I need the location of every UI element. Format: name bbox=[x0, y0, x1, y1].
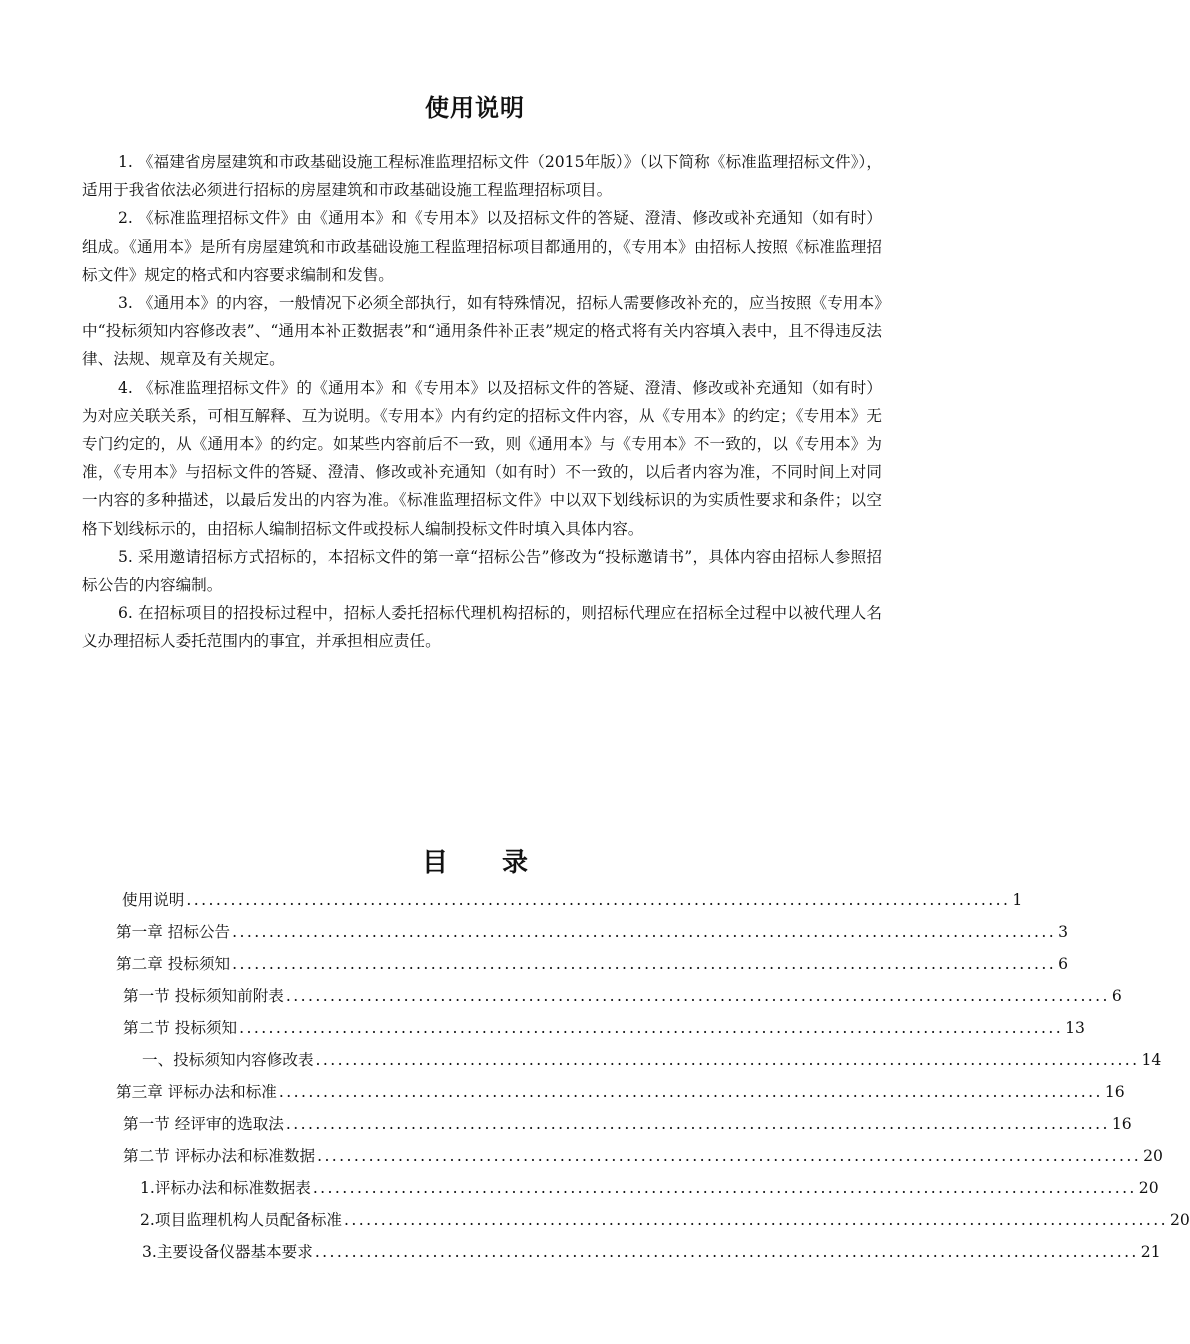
toc-entry-page: 16 bbox=[1111, 1115, 1132, 1133]
toc-entry[interactable] bbox=[123, 1104, 1132, 1134]
toc-entry-text: 3.主要设备仪器基本要求 bbox=[142, 1243, 313, 1261]
toc-entry-text: 第二节 评标办法和标准数据 bbox=[123, 1147, 316, 1165]
toc-entry[interactable] bbox=[142, 1040, 1162, 1070]
toc-entry[interactable] bbox=[140, 1168, 1159, 1198]
toc-entry-page: 1 bbox=[1012, 891, 1023, 909]
instruction-paragraph-3: 3. 《通用本》的内容，一般情况下必须全部执行，如有特殊情况，招标人需要修改补充的，应当按照《专用本》中“投标须知内容修改表”、“通用本补正数据表”和“通用条件补正表”规定的格式将有关内容填入表中，且不得违反法律、法规、规章及有关规定。 bbox=[82, 294, 882, 369]
toc-entry-page: 14 bbox=[1141, 1051, 1162, 1069]
toc-heading-left: 目 bbox=[421, 848, 448, 878]
toc-leader-dots: ................................................................................................................ bbox=[232, 923, 1057, 941]
toc-entry-page: 6 bbox=[1111, 987, 1122, 1005]
toc-leader-dots: ................................................................................................................ bbox=[315, 1051, 1140, 1069]
toc-entry[interactable] bbox=[140, 1200, 1190, 1230]
toc-entry[interactable] bbox=[116, 944, 1069, 974]
toc-leader-dots: ................................................................................................................ bbox=[232, 955, 1057, 973]
toc-entry-page: 13 bbox=[1065, 1019, 1085, 1037]
instructions-body bbox=[82, 148, 882, 656]
toc-entry[interactable] bbox=[123, 1136, 1163, 1166]
toc-entry-page: 20 bbox=[1138, 1179, 1159, 1197]
toc-entry[interactable] bbox=[123, 1008, 1085, 1038]
toc-entry-text: 第二节 投标须知 bbox=[123, 1019, 238, 1037]
instruction-paragraph-4: 4. 《标准监理招标文件》的《通用本》和《专用本》以及招标文件的答疑、澄清、修改或补充通知（如有时）为对应关联关系，可相互解释、互为说明。《专用本》内有约定的招标文件内容，从《专用本》的约定；《专用本》无专门约定的，从《通用本》的约定。如某些内容前后不一致，则《通用本》与《专用本》不一致的，以《专用本》为准，《专用本》与招标文件的答疑、澄清、修改或补充通知（如有时）不一致的，以后者内容为准，不同时间上对同一内容的多种描述，以最后发出的内容为准。《标准监理招标文件》中以双下划线标识的为实质性要求和条件；以空格下划线标示的，由招标人编制招标文件或投标人编制投标文件时填入具体内容。 bbox=[82, 378, 882, 538]
toc-heading bbox=[0, 842, 950, 879]
toc-entry-text: 第三章 评标办法和标准 bbox=[116, 1083, 277, 1101]
toc-entry-page: 20 bbox=[1143, 1147, 1163, 1165]
toc-entry[interactable] bbox=[142, 1232, 1161, 1262]
toc-entry-text: 一、投标须知内容修改表 bbox=[142, 1051, 314, 1069]
toc-leader-dots: ................................................................................................................ bbox=[312, 1179, 1137, 1197]
toc-entry-text: 第二章 投标须知 bbox=[116, 955, 231, 973]
toc-leader-dots: ................................................................................................................ bbox=[285, 987, 1110, 1005]
toc-entry-text: 第一章 招标公告 bbox=[116, 923, 231, 941]
toc-entry[interactable] bbox=[123, 976, 1122, 1006]
toc-heading-right: 录 bbox=[502, 848, 529, 878]
toc-leader-dots: ................................................................................................................ bbox=[186, 891, 1011, 909]
toc-entry[interactable] bbox=[122, 880, 1023, 910]
toc-entry-text: 1.评标办法和标准数据表 bbox=[140, 1179, 311, 1197]
toc-leader-dots: ................................................................................................................ bbox=[239, 1019, 1064, 1037]
toc-leader-dots: ................................................................................................................ bbox=[285, 1115, 1110, 1133]
toc-leader-dots: ................................................................................................................ bbox=[314, 1243, 1139, 1261]
toc-leader-dots: ................................................................................................................ bbox=[344, 1211, 1168, 1229]
toc-entry-page: 20 bbox=[1169, 1211, 1190, 1229]
toc-leader-dots: ................................................................................................................ bbox=[317, 1147, 1142, 1165]
instruction-paragraph-6: 6. 在招标项目的招投标过程中，招标人委托招标代理机构招标的，则招标代理应在招标全过程中以被代理人名义办理招标人委托范围内的事宜，并承担相应责任。 bbox=[82, 604, 882, 651]
instruction-paragraph-2: 2. 《标准监理招标文件》由《通用本》和《专用本》以及招标文件的答疑、澄清、修改或补充通知（如有时）组成。《通用本》是所有房屋建筑和市政基础设施工程监理招标项目都通用的，《专用本》由招标人按照《标准监理招标文件》规定的格式和内容要求编制和发售。 bbox=[82, 209, 882, 284]
instruction-paragraph-5: 5. 采用邀请招标方式招标的，本招标文件的第一章“招标公告”修改为“投标邀请书”，具体内容由招标人参照招标公告的内容编制。 bbox=[82, 547, 882, 595]
toc-entry-page: 16 bbox=[1104, 1083, 1125, 1101]
toc-entry-page: 3 bbox=[1058, 923, 1069, 941]
toc-entry[interactable] bbox=[116, 1072, 1125, 1102]
page-title: 使用说明 bbox=[425, 94, 525, 122]
toc-entry-text: 第一节 经评审的选取法 bbox=[123, 1115, 284, 1133]
instruction-paragraph-1: 1. 《福建省房屋建筑和市政基础设施工程标准监理招标文件（2015年版）》（以下简称《标准监理招标文件》），适用于我省依法必须进行招标的房屋建筑和市政基础设施工程监理招标项目。 bbox=[82, 153, 882, 200]
toc-entry-text: 第一节 投标须知前附表 bbox=[123, 987, 284, 1005]
toc-leader-dots: ................................................................................................................ bbox=[278, 1083, 1103, 1101]
toc-entry-page: 6 bbox=[1058, 955, 1069, 973]
toc-entry-page: 21 bbox=[1140, 1243, 1161, 1261]
toc-entry-text: 使用说明 bbox=[122, 891, 185, 909]
toc-entry[interactable] bbox=[116, 912, 1069, 942]
toc-entry-text: 2.项目监理机构人员配备标准 bbox=[140, 1211, 343, 1229]
